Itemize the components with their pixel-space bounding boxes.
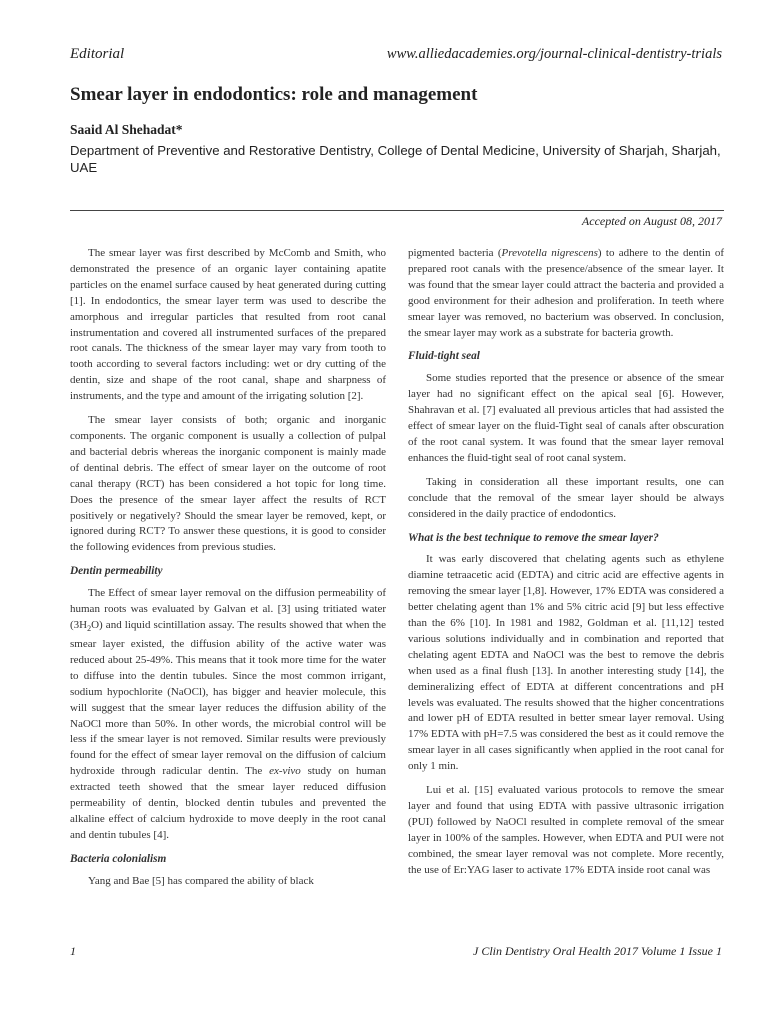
text-run: ) to adhere to the dentin of prepared root canals with the presence/absence of the smear layer. It was found that the smear layer could attract the bacteria and provided a good environment for their adhesion and proliferation. In teeth where smear layer was removed, no bacterium was observed. In conclusion, the smear layer may work as a substrate for bacteria growth.	[408, 247, 725, 339]
author-affiliation: Department of Preventive and Restorative Dentistry, College of Dental Medicine, University of Sharjah, Sharjah, UAE	[70, 143, 721, 175]
right-column	[408, 246, 724, 887]
text-run: study on human extracted teeth showed that the smear layer reduced diffusion permeability of dentin, blocked dentin tubules and prevented the alkaline effect of calcium hydroxide to move deeply in the root canal and dentin tubules [4].	[70, 765, 386, 841]
section-heading-bacteria-colonialism: Bacteria colonialism	[70, 852, 167, 865]
paragraph: Taking in consideration all these important results, one can conclude that the removal of the smear layer should be always considered in the daily practice of endodontics.	[408, 475, 724, 520]
paragraph: Lui et al. [15] evaluated various protocols to remove the smear layer and found that using EDTA with passive ultrasonic irrigation (PUI) followed by NaOCl resulted in complete removal of the smear layer in 100% of the samples. However, when EDTA and PUI were not combined, the smear layer removal was not complete. More recently, the use of Er:YAG laser to activate 17% EDTA inside root canal was	[408, 784, 724, 876]
page-number: 1	[70, 944, 76, 958]
paragraph: Yang and Bae [5] has compared the ability of black	[88, 874, 314, 887]
paragraph	[70, 586, 386, 844]
section-heading-dentin-permeability: Dentin permeability	[70, 565, 163, 578]
section-heading-fluid-tight-seal: Fluid-tight seal	[408, 350, 480, 363]
left-column	[70, 246, 386, 898]
journal-url[interactable]: www.alliedacademies.org/journal-clinical-dentistry-trials	[386, 46, 722, 62]
section-heading-best-technique: What is the best technique to remove the smear layer?	[408, 531, 659, 544]
paragraph: It was early discovered that chelating agents such as ethylene diamine tetraacetic acid (EDTA) and citric acid are effective agents in removing the smear layer [1,8]. However, 17% EDTA was considered a better chelating agent than 1% and 5% citric acid [9] but less effective than the 6% [10]. In 1981 and 1982, Goldman et al. [11,12] tested various solutions individually and in combination and reported that chelating agent EDTA and NaOCl was the best to remove the debris when used as a final flush [13]. In another interesting study [14], the demineralizing effect of EDTA at different concentrations and pH levels was evaluated. The results showed that the higher concentrations and lower pH of EDTA resulted in better smear layer removal. Using 17% EDTA with pH=7.5 was considered the best as it could remove the smear layer in all cases significantly when applied in the root canal for only 1 min.	[408, 553, 725, 773]
paragraph	[408, 246, 724, 341]
author-name: Saaid Al Shehadat*	[70, 122, 183, 137]
header-divider	[70, 210, 724, 211]
journal-citation: J Clin Dentistry Oral Health 2017 Volume 1 Issue 1	[473, 944, 722, 958]
article-title: Smear layer in endodontics: role and management	[70, 84, 478, 105]
section-label: Editorial	[70, 46, 125, 62]
text-run: The Effect of smear layer removal on the diffusion permeability of human roots was evaluated by Galvan et al. [3] using tritiated water (3H	[70, 587, 386, 631]
paragraph: The smear layer consists of both; organic and inorganic components. The organic component is usually a collection of pulpal and bacterial debris whereas the inorganic component is mainly made of dentinal debris. The effect of smear layer on the outcome of root canal therapy (RCT) has been considered a hot topic for long time. Does the presence of the smear layer affect the results of RCT positively or negatively? Should the smear layer be removed, kept, or ignored during RCT? To answer these questions, it is good to consider the following evidences from previous studies.	[70, 414, 386, 554]
accepted-date: Accepted on August 08, 2017	[581, 214, 722, 228]
subscript: 2	[87, 624, 92, 634]
paragraph: The smear layer was first described by McComb and Smith, who demonstrated the presence of an organic layer containing apatite particles on the enamel surface caused by heat generated during cutting [1]. In endodontics, the smear layer term was used to describe the amorphous and irregular particles that resulted from root canal instrumentation and covered all instrumented surfaces of the prepared root canals. The thickness of the smear layer may vary from tooth to tooth according to several factors including: wet or dry cutting of the dentin, size and shape of the root canal, shape and sharpness of instruments, and the type and amount of the irrigating solution [2].	[70, 247, 386, 403]
paragraph: Some studies reported that the presence or absence of the smear layer had no significant effect on the apical seal [6]. However, Shahravan et al. [7] evaluated all previous articles that had assisted the effect of smear layer on the fluid-Tight seal of canals after obscuration of the root canal system. It was found that the smear layer removal enhances the fluid-tight seal of root canal system.	[408, 372, 724, 464]
italic-term: Prevotella nigrescens	[501, 247, 598, 259]
text-run: O) and liquid scintillation assay. The results showed that when the smear layer existed, the diffusion ability of the active water was reduced about 25-49%. This means that it took more time for the water to diffuse into the dentin tubules. Since the most common irrigant, sodium hypochlorite (NaOCl), has bigger and heavier molecule, this will suggest that the smear layer reduces the diffusion ability of the NaOCl more than 50%. In other words, the microbial control will be less if the smear layer is not removed. Similar results were previously found for the effect of smear layer removal on the diffusion of calcium hydroxide through radicular dentin. The	[70, 618, 386, 778]
text-run: pigmented bacteria (	[408, 247, 502, 259]
italic-term: ex-vivo	[269, 765, 301, 778]
